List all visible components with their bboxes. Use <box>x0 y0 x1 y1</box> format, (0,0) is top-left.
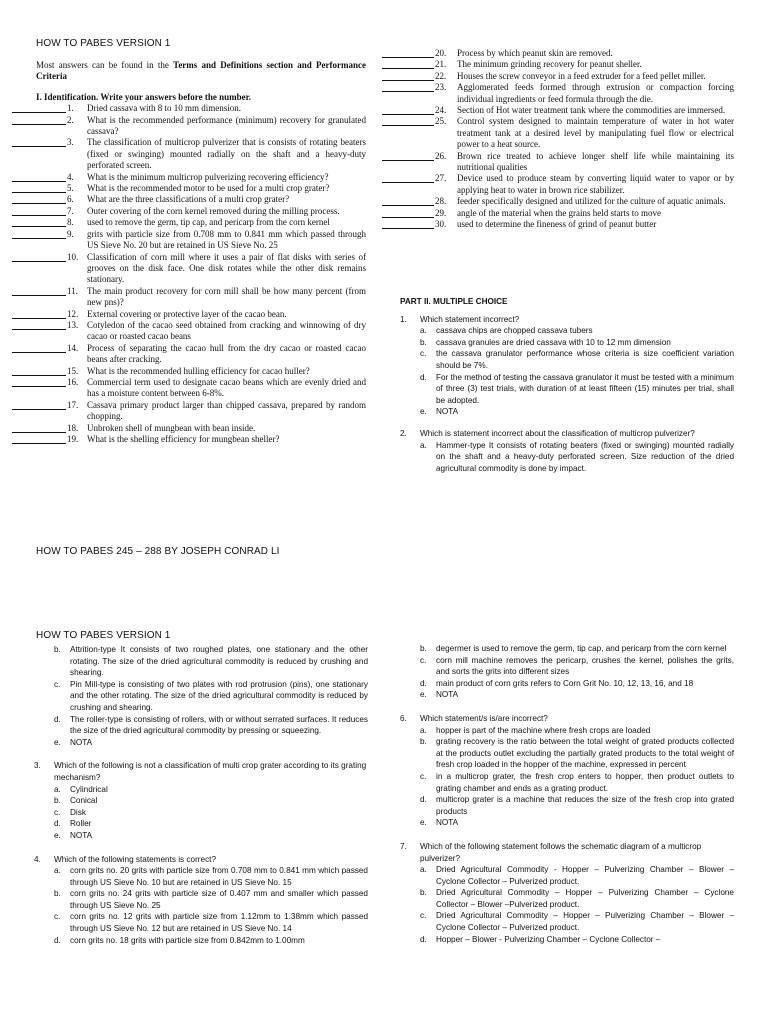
answer-blank[interactable] <box>382 196 434 206</box>
question-stem <box>34 760 368 783</box>
identification-item <box>382 173 734 196</box>
item-text: Houses the screw conveyor in a feed extruder for a feed pellet miller. <box>457 70 706 81</box>
page1-title: HOW TO PABES VERSION 1 <box>36 38 171 49</box>
answer-blank[interactable] <box>12 366 66 376</box>
answer-blank[interactable] <box>382 105 434 115</box>
question-2-continued <box>34 644 368 748</box>
choice-option <box>420 725 734 737</box>
choice-text: the cassava granulator performance whose criteria is size coefficient variation should be 7%. <box>436 349 734 370</box>
choice-text: hopper is part of the machine where fresh crops are loaded <box>436 725 651 735</box>
answer-blank[interactable] <box>12 434 66 444</box>
identification-item <box>12 137 366 171</box>
choice-letter: a. <box>420 725 427 735</box>
question-number: 1. <box>400 314 407 324</box>
answer-blank[interactable] <box>382 48 434 58</box>
choice-letter: a. <box>420 326 427 336</box>
question-number: 6. <box>400 713 407 723</box>
choice-letter: a. <box>420 440 427 450</box>
choice-letter: b. <box>420 337 427 347</box>
item-text: The main product recovery for corn mill shall be how many percent (from new pns)? <box>87 285 366 308</box>
item-number: 21. <box>435 59 447 70</box>
item-number: 9. <box>67 228 74 239</box>
item-number: 17. <box>67 399 79 410</box>
item-number: 15. <box>67 365 79 376</box>
answer-blank[interactable] <box>382 71 434 81</box>
section1-header: I. Identification. Write your answers before the number. <box>36 91 251 102</box>
answer-blank[interactable] <box>382 116 434 126</box>
question-2 <box>400 428 734 474</box>
choice-text: The roller-type is consisting of rollers, with or without serrated surfaces. It reduces the size of the dried agricultural commodity by pressing or squeezing. <box>70 714 368 736</box>
identification-item <box>12 115 366 138</box>
choice-option <box>420 406 734 418</box>
identification-item <box>382 196 734 207</box>
question-stem <box>400 841 734 864</box>
answer-blank[interactable] <box>382 219 434 229</box>
choice-text: Hammer-type It consists of rotating beaters (fixed or swinging) mounted radially on the shaft and a heavy-duty perforated screen. Size reduction of the dried agricultural commodity is done by impact. <box>436 440 734 473</box>
item-number: 23. <box>435 82 447 93</box>
item-text: Unbroken shell of mungbean with bean inside. <box>87 422 256 433</box>
item-number: 29. <box>435 207 447 218</box>
answer-blank[interactable] <box>12 183 66 193</box>
item-text: What is the recommended hulling efficiency for cacao huller? <box>87 365 310 376</box>
choice-option <box>54 737 368 749</box>
part2-section <box>400 296 734 474</box>
choice-option <box>420 910 734 933</box>
choice-letter: d. <box>420 678 427 688</box>
choice-letter: b. <box>420 888 427 898</box>
choice-option <box>420 643 734 655</box>
part2-header: PART II. MULTIPLE CHOICE <box>400 297 508 306</box>
choice-letter: c. <box>420 911 427 921</box>
choice-option <box>420 325 734 337</box>
choice-letter: b. <box>54 889 61 899</box>
item-text: used to determine the fineness of grind of peanut butter <box>457 219 657 230</box>
question-number: 7. <box>400 841 407 851</box>
item-text: Classification of corn mill where it uses a pair of flat disks with series of grooves on the disk face. One disk rotates while the other disk remains stationary. <box>87 251 366 285</box>
choice-text: main product of corn grits refers to Corn Grit No. 10, 12, 13, 16, and 18 <box>436 678 694 688</box>
choice-option <box>420 348 734 371</box>
item-number: 7. <box>67 205 74 216</box>
answer-blank[interactable] <box>12 206 66 216</box>
identification-item <box>382 208 734 219</box>
item-number: 4. <box>67 171 74 182</box>
item-text: Outer covering of the corn kernel removed during the milling process. <box>87 205 340 216</box>
choice-option <box>54 679 368 714</box>
item-number: 12. <box>67 308 79 319</box>
choice-letter: b. <box>54 796 61 806</box>
choice-text: NOTA <box>436 407 459 417</box>
item-text: angle of the material when the grains held starts to move <box>457 207 661 218</box>
choice-letter: d. <box>420 372 427 382</box>
choice-text: cassava chips are chopped cassava tubers <box>436 326 593 336</box>
identification-item <box>382 82 734 105</box>
question-stem <box>400 428 734 440</box>
intro-text: Most answers can be found in the Terms and Definitions section and Performance Criteria <box>36 60 366 82</box>
identification-item <box>12 286 366 309</box>
identification-list-right <box>382 48 734 231</box>
choice-text: NOTA <box>436 818 459 828</box>
item-number: 1. <box>67 103 74 114</box>
choice-option <box>420 864 734 887</box>
identification-item <box>382 59 734 70</box>
choice-option <box>54 714 368 737</box>
choice-option <box>54 795 368 807</box>
identification-item <box>12 206 366 217</box>
choice-text: cassava granules are dried cassava with 10 to 12 mm dimension <box>436 337 671 347</box>
choice-text: Dried Agricultural Commodity – Hopper – Pulverizing Chamber – Blower – Cyclone Collector – Pulverized product. <box>436 911 734 933</box>
item-text: Process by which peanut skin are removed. <box>457 48 613 58</box>
page2-title: HOW TO PABES VERSION 1 <box>36 630 171 641</box>
answer-blank[interactable] <box>12 309 66 319</box>
answer-blank[interactable] <box>382 82 434 92</box>
item-text: Cassava primary product larger than chipped cassava, prepared by random chopping. <box>87 399 366 422</box>
item-text: used to remove the germ, tip cap, and pericarp from the corn kernel <box>87 217 330 228</box>
choice-option <box>54 888 368 911</box>
choice-option <box>420 337 734 349</box>
answer-blank[interactable] <box>12 194 66 204</box>
page1-footer: HOW TO PABES 245 – 288 BY JOSEPH CONRAD LI <box>36 546 280 557</box>
choice-letter: d. <box>420 795 427 805</box>
question-1 <box>400 314 734 418</box>
answer-blank[interactable] <box>382 151 434 161</box>
question-text: Which of the following statements is correct? <box>54 854 216 864</box>
choice-letter: e. <box>54 830 61 840</box>
choice-letter: c. <box>54 807 61 817</box>
choice-text: Disk <box>70 807 86 817</box>
choice-letter: a. <box>54 866 61 876</box>
identification-item <box>12 423 366 434</box>
choice-text: Dried Agricultural Commodity – Hopper – Pulverizing Chamber – Cyclone Collector – Blower –Pulverized product. <box>436 888 734 909</box>
identification-item <box>12 366 366 377</box>
answer-blank[interactable] <box>12 137 66 147</box>
answer-blank[interactable] <box>12 217 66 227</box>
choice-text: Hopper – Blower - Pulverizing Chamber – Cyclone Collector – <box>436 934 661 944</box>
choice-option <box>420 372 734 407</box>
choice-letter: c. <box>54 679 61 689</box>
choice-letter: e. <box>420 407 427 417</box>
item-number: 30. <box>435 219 447 230</box>
identification-item <box>12 252 366 286</box>
identification-item <box>12 194 366 205</box>
item-number: 27. <box>435 173 447 184</box>
question-6 <box>400 713 734 829</box>
item-number: 5. <box>67 183 74 194</box>
item-text: Section of Hot water treatment tank where the commodities are immersed. <box>457 105 726 116</box>
item-text: What is the recommended performance (minimum) recovery for granulated cassava? <box>87 114 366 137</box>
item-number: 19. <box>67 434 79 444</box>
choice-text: NOTA <box>70 737 93 747</box>
answer-blank[interactable] <box>382 173 434 183</box>
choice-option <box>54 830 368 842</box>
question-stem <box>400 314 734 326</box>
identification-item <box>382 116 734 150</box>
identification-item <box>382 151 734 174</box>
question-number: 2. <box>400 428 407 438</box>
item-number: 18. <box>67 422 79 433</box>
item-text: Commercial term used to designate cacao beans which are evenly dried and has a moisture content between 6-8%. <box>87 376 366 399</box>
choice-letter: c. <box>420 349 427 359</box>
question-text: Which statement incorrect? <box>420 314 520 324</box>
item-text: Cotyledon of the cacao seed obtained from cracking and winnowing of dry cacao or roasted cacao beans <box>87 319 366 342</box>
item-text: Device used to produce steam by converting liquid water to vapor or by applying heat to water in brown rice stabilizer. <box>457 173 734 195</box>
item-text: Brown rice treated to achieve longer shelf life while maintaining its nutritional qualities <box>457 150 734 173</box>
item-number: 20. <box>435 48 447 58</box>
item-text: Agglomerated feeds formed through extrusion or compaction forcing individual ingredients or feed formula through the die. <box>457 82 734 104</box>
item-number: 14. <box>67 342 79 353</box>
identification-list-left <box>12 103 366 445</box>
item-number: 13. <box>67 319 79 330</box>
choice-letter: e. <box>420 690 427 700</box>
answer-blank[interactable] <box>12 400 66 410</box>
identification-item <box>12 309 366 320</box>
choice-letter: b. <box>54 645 61 654</box>
question-number: 4. <box>34 854 41 864</box>
choice-letter: d. <box>420 934 427 944</box>
page1-right-column <box>382 48 734 231</box>
choice-text: in a multicrop grater, the fresh crop enters to hopper, then product outlets to grating chamber and ends as a grating product. <box>436 771 734 793</box>
choice-letter: d. <box>54 714 61 724</box>
choice-text: Cylindrical <box>70 784 108 794</box>
choice-option <box>54 911 368 934</box>
item-number: 24. <box>435 105 447 116</box>
item-number: 22. <box>435 70 447 81</box>
item-number: 26. <box>435 150 447 161</box>
choice-text: corn grits no. 20 grits with particle size from 0.708 mm to 0.841 mm which passed through US Sieve No. 10 but are retained in US Sieve No. 15 <box>70 866 368 887</box>
item-text: Dried cassava with 8 to 10 mm dimension. <box>87 103 241 114</box>
identification-item <box>12 183 366 194</box>
item-text: External covering or protective layer of the cacao bean. <box>87 308 287 319</box>
answer-blank[interactable] <box>12 103 66 113</box>
choice-text: Conical <box>70 796 98 806</box>
page1-left-column <box>12 60 366 445</box>
item-text: What is the recommended motor to be used for a multi crop grater? <box>87 183 330 194</box>
question-stem <box>34 854 368 866</box>
item-text: What are the three classifications of a multi crop grater? <box>87 194 290 205</box>
choice-letter: e. <box>420 818 427 828</box>
choice-option <box>420 887 734 910</box>
choice-text: corn grits no. 18 grits with particle size from 0.842mm to 1.00mm <box>70 935 305 945</box>
choice-option <box>54 865 368 888</box>
identification-item <box>12 400 366 423</box>
question-text: Which statement/s is/are incorrect? <box>420 713 548 723</box>
choice-option <box>54 784 368 796</box>
item-number: 28. <box>435 196 447 207</box>
choice-letter: c. <box>54 912 61 922</box>
choice-text: NOTA <box>436 690 459 700</box>
item-text: The classification of multicrop pulverizer that is consists of rotating beaters (fixed or swinging) mounted radially on the shaft and a heavy-duty perforated screen. <box>87 137 366 171</box>
page2-left-column <box>34 644 368 946</box>
choice-text: For the method of testing the cassava granulator it must be tested with a minimum of three (3) test trials, with duration of at least fifteen (15) minutes per trial, shall be adopted. <box>436 372 734 405</box>
identification-item <box>12 103 366 114</box>
answer-blank[interactable] <box>12 377 66 387</box>
item-number: 6. <box>67 194 74 205</box>
choice-option <box>420 736 734 771</box>
question-text: Which is statement incorrect about the classification of multicrop pulverizer? <box>420 428 695 438</box>
item-number: 16. <box>67 376 79 387</box>
identification-item <box>382 219 734 230</box>
item-number: 25. <box>435 116 447 127</box>
item-number: 2. <box>67 114 74 125</box>
choice-text: Dried Agricultural Commodity - Hopper – Pulverizing Chamber – Blower – Cyclone Collector – Pulverized product. <box>436 865 734 886</box>
identification-item <box>382 105 734 116</box>
question-5-continued <box>400 643 734 701</box>
item-text: What is the shelling efficiency for mungbean sheller? <box>87 434 280 444</box>
item-text: The minimum grinding recovery for peanut sheller. <box>457 59 642 70</box>
question-number: 3. <box>34 761 41 771</box>
question-text: Which of the following statement follows the schematic diagram of a multicrop pulverizer? <box>420 841 702 863</box>
choice-letter: b. <box>420 644 427 653</box>
page2-right-column <box>400 643 734 945</box>
choice-letter: c. <box>420 655 427 665</box>
choice-text: multicrop grater is a machine that reduces the size of the fresh crop into grated products <box>436 795 734 816</box>
answer-blank[interactable] <box>12 115 66 125</box>
question-3 <box>34 760 368 841</box>
answer-blank[interactable] <box>12 423 66 433</box>
choice-letter: a. <box>54 784 61 794</box>
question-stem <box>400 713 734 725</box>
choice-option <box>420 678 734 690</box>
answer-blank[interactable] <box>12 172 66 182</box>
choice-text: grating recovery is the ratio between the total weight of grated products collected at the products outlet excluding the partially grated products to the total weight of fresh crop loaded in the hopper of the machine, expressed in percent <box>436 737 734 770</box>
choice-letter: a. <box>420 865 427 875</box>
answer-blank[interactable] <box>12 252 66 262</box>
identification-item <box>12 434 366 445</box>
choice-option <box>420 689 734 701</box>
choice-option <box>420 440 734 475</box>
identification-item <box>12 377 366 400</box>
choice-text: NOTA <box>70 830 93 840</box>
item-number: 10. <box>67 251 79 262</box>
choice-text: corn grits no. 24 grits with particle size of 0.407 mm and smaller which passed through US Sieve No. 25 <box>70 889 368 910</box>
choice-letter: d. <box>54 935 61 945</box>
identification-item <box>12 343 366 366</box>
choice-text: degermer is used to remove the germ, tip cap, and pericarp from the corn kernel <box>436 644 727 653</box>
choice-option <box>54 818 368 830</box>
answer-blank[interactable] <box>12 286 66 296</box>
choice-letter: d. <box>54 819 61 829</box>
choice-option <box>54 644 368 679</box>
choice-option <box>420 817 734 829</box>
choice-text: Attrition-type It consists of two roughed plates, one stationary and the other rotating. The size of the dried agricultural commodity is reduced by crushing and shearing. <box>70 645 368 678</box>
identification-item <box>12 172 366 183</box>
choice-option <box>420 655 734 678</box>
identification-item <box>12 320 366 343</box>
identification-item <box>12 229 366 252</box>
item-text: Control system designed to maintain temperature of water in hot water treatment tank at a desired level by manipulating fuel flow or electrical power to a heat source. <box>457 116 734 150</box>
item-number: 11. <box>67 285 78 296</box>
item-number: 3. <box>67 137 74 148</box>
answer-blank[interactable] <box>382 208 434 218</box>
question-4 <box>34 854 368 947</box>
item-number: 8. <box>67 217 74 228</box>
choice-text: corn mill machine removes the pericarp, crushes the kernel, polishes the grits, and sorts the grits into different sizes <box>436 655 734 677</box>
choice-option <box>420 794 734 817</box>
question-7 <box>400 841 734 945</box>
choice-option <box>54 807 368 819</box>
choice-text: Pin Mill-type is consisting of two plates with rod protrusion (pins), one stationary and the other rotating. The size of the dried agricultural commodity is reduced by crushing and shearing. <box>70 679 368 712</box>
choice-text: corn grits no. 12 grits with particle size from 1.12mm to 1.38mm which passed through US Sieve No. 12 but are retained in US Sieve No. 14 <box>70 912 368 934</box>
choice-letter: b. <box>420 737 427 747</box>
choice-option <box>420 771 734 794</box>
identification-item <box>382 48 734 59</box>
answer-blank[interactable] <box>12 229 66 239</box>
item-text: feeder specifically designed and utilized for the culture of aquatic animals. <box>457 196 726 207</box>
item-text: What is the minimum multicrop pulverizing recovering efficiency? <box>87 171 329 182</box>
identification-item <box>12 217 366 228</box>
answer-blank[interactable] <box>12 343 66 353</box>
choice-letter: c. <box>420 771 427 781</box>
question-text: Which of the following is not a classification of multi crop grater according to its grating mechanism? <box>54 761 367 782</box>
answer-blank[interactable] <box>12 320 66 330</box>
choice-letter: e. <box>54 737 61 747</box>
choice-option <box>420 934 734 946</box>
choice-option <box>54 935 368 947</box>
item-text: Process of separating the cacao hull from the dry cacao or roasted cacao beans after cracking. <box>87 342 366 365</box>
identification-item <box>382 71 734 82</box>
answer-blank[interactable] <box>382 59 434 69</box>
choice-text: Roller <box>70 819 92 829</box>
item-text: grits with particle size from 0.708 mm to 0.841 mm which passed through US Sieve No. 20 but are retained in US Sieve No. 25 <box>87 228 366 251</box>
